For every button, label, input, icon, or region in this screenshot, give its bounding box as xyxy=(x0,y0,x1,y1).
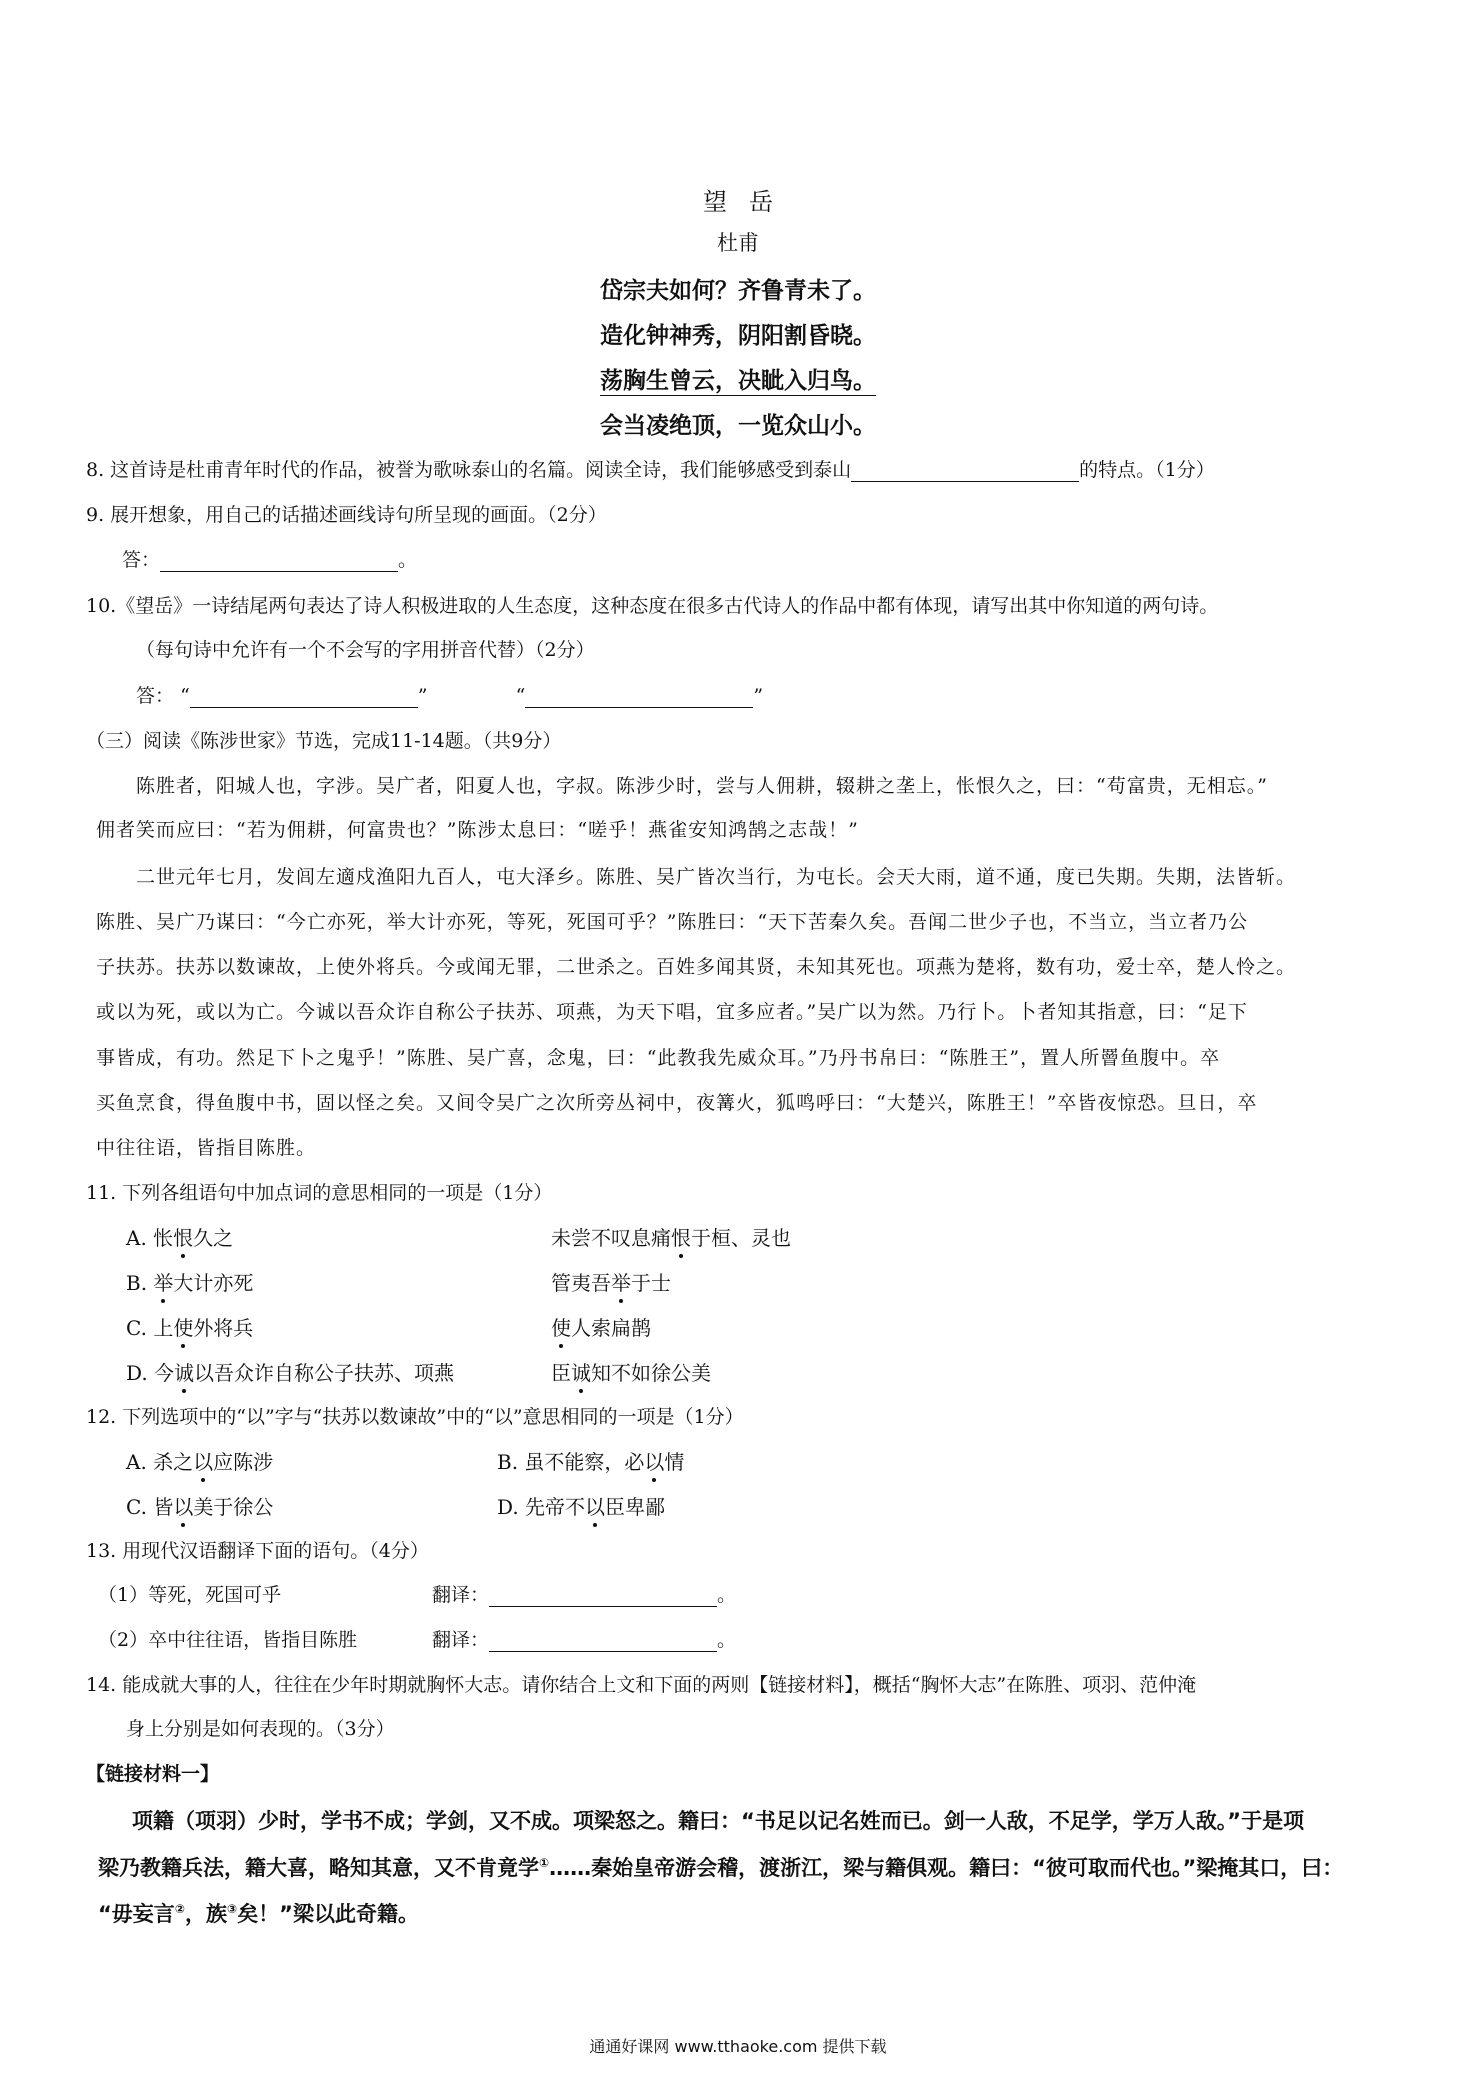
link-material-heading: 【链接材料一】 xyxy=(86,1763,220,1785)
option-text: 虽不能察，必 xyxy=(524,1450,645,1474)
option-11-A-right xyxy=(551,1222,791,1251)
option-text: 美于徐公 xyxy=(193,1495,274,1519)
option-12-C[interactable] xyxy=(126,1491,273,1520)
answer-end: 。 xyxy=(398,549,418,571)
option-11-D[interactable] xyxy=(126,1357,454,1386)
question-8 xyxy=(86,455,1215,482)
option-11-C[interactable] xyxy=(126,1312,253,1341)
question-8-text: 8. 这首诗是杜甫青年时代的作品，被誉为歌咏泰山的名篇。阅读全诗，我们能够感受到泰山 xyxy=(86,459,852,481)
dotted-word: 以 xyxy=(173,1491,193,1520)
passage-line: 或以为死，或以为亡。今诚以吾众诈自称公子扶苏、项燕，为天下唱，宜多应者。”吴广以为然。乃行卜。卜者知其指意，曰：“足下 xyxy=(96,1001,1248,1023)
poem-title: 望岳 xyxy=(703,188,795,216)
option-text: 知不如徐公美 xyxy=(591,1361,711,1385)
poem-line-3-wrap xyxy=(0,362,1476,396)
dotted-word: 举 xyxy=(153,1267,173,1296)
question-13-answer-2 xyxy=(432,1625,736,1652)
option-text: 应陈涉 xyxy=(213,1450,274,1474)
option-12-D[interactable] xyxy=(497,1491,665,1520)
question-14: 14. 能成就大事的人，往往在少年时期就胸怀大志。请你结合上文和下面的两则【链接材料】，概括“胸怀大志”在陈胜、项羽、范仲淹 xyxy=(86,1674,1197,1696)
option-label: A. xyxy=(126,1450,147,1474)
passage-line: 佣者笑而应曰：“若为佣耕，何富贵也？”陈涉太息曰：“嗟乎！燕雀安知鸿鹄之志哉！” xyxy=(96,819,859,841)
question-13: 13. 用现代汉语翻译下面的语句。（4分） xyxy=(86,1540,429,1562)
option-text: 杀之 xyxy=(153,1450,194,1474)
question-14-cont: 身上分别是如何表现的。（3分） xyxy=(126,1718,395,1740)
footnote-mark: ① xyxy=(539,1856,550,1870)
footnote-mark: ③ xyxy=(226,1902,238,1916)
question-9-answer xyxy=(122,545,417,572)
link-material-line xyxy=(98,1898,419,1928)
answer-label: 答： xyxy=(136,685,175,707)
question-8-score: 的特点。（1分） xyxy=(1079,459,1215,481)
link-text: ，族 xyxy=(184,1902,227,1926)
close-quote: ” xyxy=(417,685,428,707)
open-quote: “ xyxy=(180,685,190,707)
link-text: 矣！”梁以此奇籍。 xyxy=(237,1902,419,1926)
question-13-item-2: （2）卒中往往语，皆指目陈胜 xyxy=(98,1629,358,1651)
option-label: A. xyxy=(126,1226,147,1250)
option-text: 皆 xyxy=(153,1495,174,1519)
answer-blank[interactable] xyxy=(489,1631,717,1652)
footnote-mark: ② xyxy=(174,1902,185,1916)
dotted-word: 以 xyxy=(193,1446,213,1475)
option-text: 臣 xyxy=(551,1361,571,1385)
option-12-B[interactable] xyxy=(497,1446,684,1475)
poem-line-2: 造化钟神秀，阴阳割昏晓。 xyxy=(600,323,876,349)
dotted-word: 以 xyxy=(585,1491,605,1520)
dotted-word: 诚 xyxy=(174,1357,194,1386)
answer-blank[interactable] xyxy=(160,551,398,572)
option-12-A[interactable] xyxy=(126,1446,273,1475)
question-13-item-1: （1）等死，死国可乎 xyxy=(98,1584,282,1606)
dotted-word: 恨 xyxy=(173,1222,193,1251)
option-text: 大计亦死 xyxy=(173,1271,254,1295)
option-text: 外将兵 xyxy=(193,1316,254,1340)
option-text: 于士 xyxy=(631,1271,671,1295)
passage-line: 事皆成，有功。然足下卜之鬼乎！”陈胜、吴广喜，念鬼，曰：“此教我先威众耳。”乃丹书帛曰：“陈胜王”，置人所罾鱼腹中。卒 xyxy=(96,1047,1221,1069)
translate-label: 翻译： xyxy=(432,1584,490,1606)
passage-line: 二世元年七月，发闾左適戍渔阳九百人，屯大泽乡。陈胜、吴广皆次当行，为屯长。会天大雨，道不通，度已失期。失期，法皆斩。 xyxy=(136,866,1297,888)
dotted-word: 使 xyxy=(551,1312,571,1341)
link-material-line xyxy=(98,1852,1343,1882)
question-9: 9. 展开想象，用自己的话描述画线诗句所呈现的画面。（2分） xyxy=(86,504,607,526)
option-text: 今 xyxy=(154,1361,175,1385)
question-10-answer xyxy=(136,681,763,708)
passage-line: 陈胜、吴广乃谋曰：“今亡亦死，举大计亦死，等死，死国可乎？”陈胜曰：“天下苦秦久矣。吾闻二世少子也，不当立，当立者乃公 xyxy=(96,911,1249,933)
link-text: ……秦始皇帝游会稽，渡浙江，梁与籍俱观。籍曰：“彼可取而代也。”梁掩其口，曰： xyxy=(549,1856,1344,1880)
question-12: 12. 下列选项中的“以”字与“扶苏以数谏故”中的“以”意思相同的一项是（1分） xyxy=(86,1406,744,1428)
dotted-word: 使 xyxy=(173,1312,193,1341)
passage-line: 买鱼烹食，得鱼腹中书，固以怪之矣。又间令吴广之次所旁丛祠中，夜篝火，狐鸣呼曰：“大楚兴，陈胜王！”卒皆夜惊恐。旦日，卒 xyxy=(96,1092,1258,1114)
question-10-note: （每句诗中允许有一个不会写的字用拼音代替）（2分） xyxy=(136,639,595,661)
answer-blank-1[interactable] xyxy=(190,687,418,708)
option-text: 未尝不叹息痛 xyxy=(551,1226,671,1250)
option-label: D. xyxy=(126,1361,148,1385)
dotted-word: 以 xyxy=(644,1446,664,1475)
dotted-word: 恨 xyxy=(671,1222,691,1251)
option-text: 久之 xyxy=(193,1226,234,1250)
poem-line-3-underlined: 荡胸生曾云，决眦入归鸟。 xyxy=(600,362,876,396)
link-text: 梁乃教籍兵法，籍大喜，略知其意，又不肯竟学 xyxy=(98,1856,539,1880)
question-13-answer-1 xyxy=(432,1580,736,1607)
option-text: 怅 xyxy=(153,1226,174,1250)
passage-line: 子扶苏。扶苏以数谏故，上使外将兵。今或闻无罪，二世杀之。百姓多闻其贤，未知其死也。项燕为楚将，数有功，爱士卒，楚人怜之。 xyxy=(96,956,1297,978)
option-text: 臣卑鄙 xyxy=(605,1495,666,1519)
dotted-word: 举 xyxy=(611,1267,631,1296)
option-11-A[interactable] xyxy=(126,1222,233,1251)
option-text: 人索扁鹊 xyxy=(571,1316,651,1340)
close-quote: ” xyxy=(753,685,764,707)
page-footer: 通通好课网 www.tthaoke.com 提供下载 xyxy=(589,2037,887,2056)
option-text: 以吾众诈自称公子扶苏、项燕 xyxy=(194,1361,455,1385)
option-text: 管夷吾 xyxy=(551,1271,611,1295)
option-11-C-right xyxy=(551,1312,651,1341)
link-text: “毋妄言 xyxy=(98,1902,175,1926)
answer-blank[interactable] xyxy=(851,461,1079,482)
answer-end: 。 xyxy=(717,1584,737,1606)
option-label: C. xyxy=(126,1316,147,1340)
answer-label: 答： xyxy=(122,549,161,571)
option-text: 上 xyxy=(153,1316,174,1340)
passage-line: 中往往语，皆指目陈胜。 xyxy=(96,1137,317,1159)
option-label: B. xyxy=(497,1450,519,1474)
option-label: B. xyxy=(126,1271,148,1295)
option-11-B-right xyxy=(551,1267,671,1296)
option-text: 先帝不 xyxy=(525,1495,586,1519)
option-11-D-right xyxy=(551,1357,711,1386)
section-3-heading: （三）阅读《陈涉世家》节选，完成11-14题。（共9分） xyxy=(86,730,562,752)
open-quote: “ xyxy=(515,685,526,707)
answer-blank-2[interactable] xyxy=(525,687,753,708)
poem-author: 杜甫 xyxy=(717,231,759,255)
poem-line-1: 岱宗夫如何？齐鲁青未了。 xyxy=(600,278,876,304)
option-label: D. xyxy=(497,1495,519,1519)
question-11: 11. 下列各组语句中加点词的意思相同的一项是（1分） xyxy=(86,1182,553,1204)
dotted-word: 诚 xyxy=(571,1357,591,1386)
option-11-B[interactable] xyxy=(126,1267,253,1296)
answer-blank[interactable] xyxy=(489,1586,717,1607)
answer-end: 。 xyxy=(717,1629,737,1651)
question-10: 10.《望岳》一诗结尾两句表达了诗人积极进取的人生态度，这种态度在很多古代诗人的作品中都有体现，请写出其中你知道的两句诗。 xyxy=(86,595,1219,617)
link-material-line: 项籍（项羽）少时，学书不成；学剑，又不成。项梁怒之。籍曰：“书足以记名姓而已。剑一人敌，不足学，学万人敌。”于是项 xyxy=(132,1809,1305,1833)
poem-line-4: 会当凌绝顶，一览众山小。 xyxy=(600,413,876,439)
passage-line: 陈胜者，阳城人也，字涉。吴广者，阳夏人也，字叔。陈涉少时，尝与人佣耕，辍耕之垄上，怅恨久之，曰：“苟富贵，无相忘。” xyxy=(136,775,1268,797)
translate-label: 翻译： xyxy=(432,1629,490,1651)
option-text: 情 xyxy=(664,1450,685,1474)
option-text: 于桓、灵也 xyxy=(691,1226,791,1250)
option-label: C. xyxy=(126,1495,147,1519)
